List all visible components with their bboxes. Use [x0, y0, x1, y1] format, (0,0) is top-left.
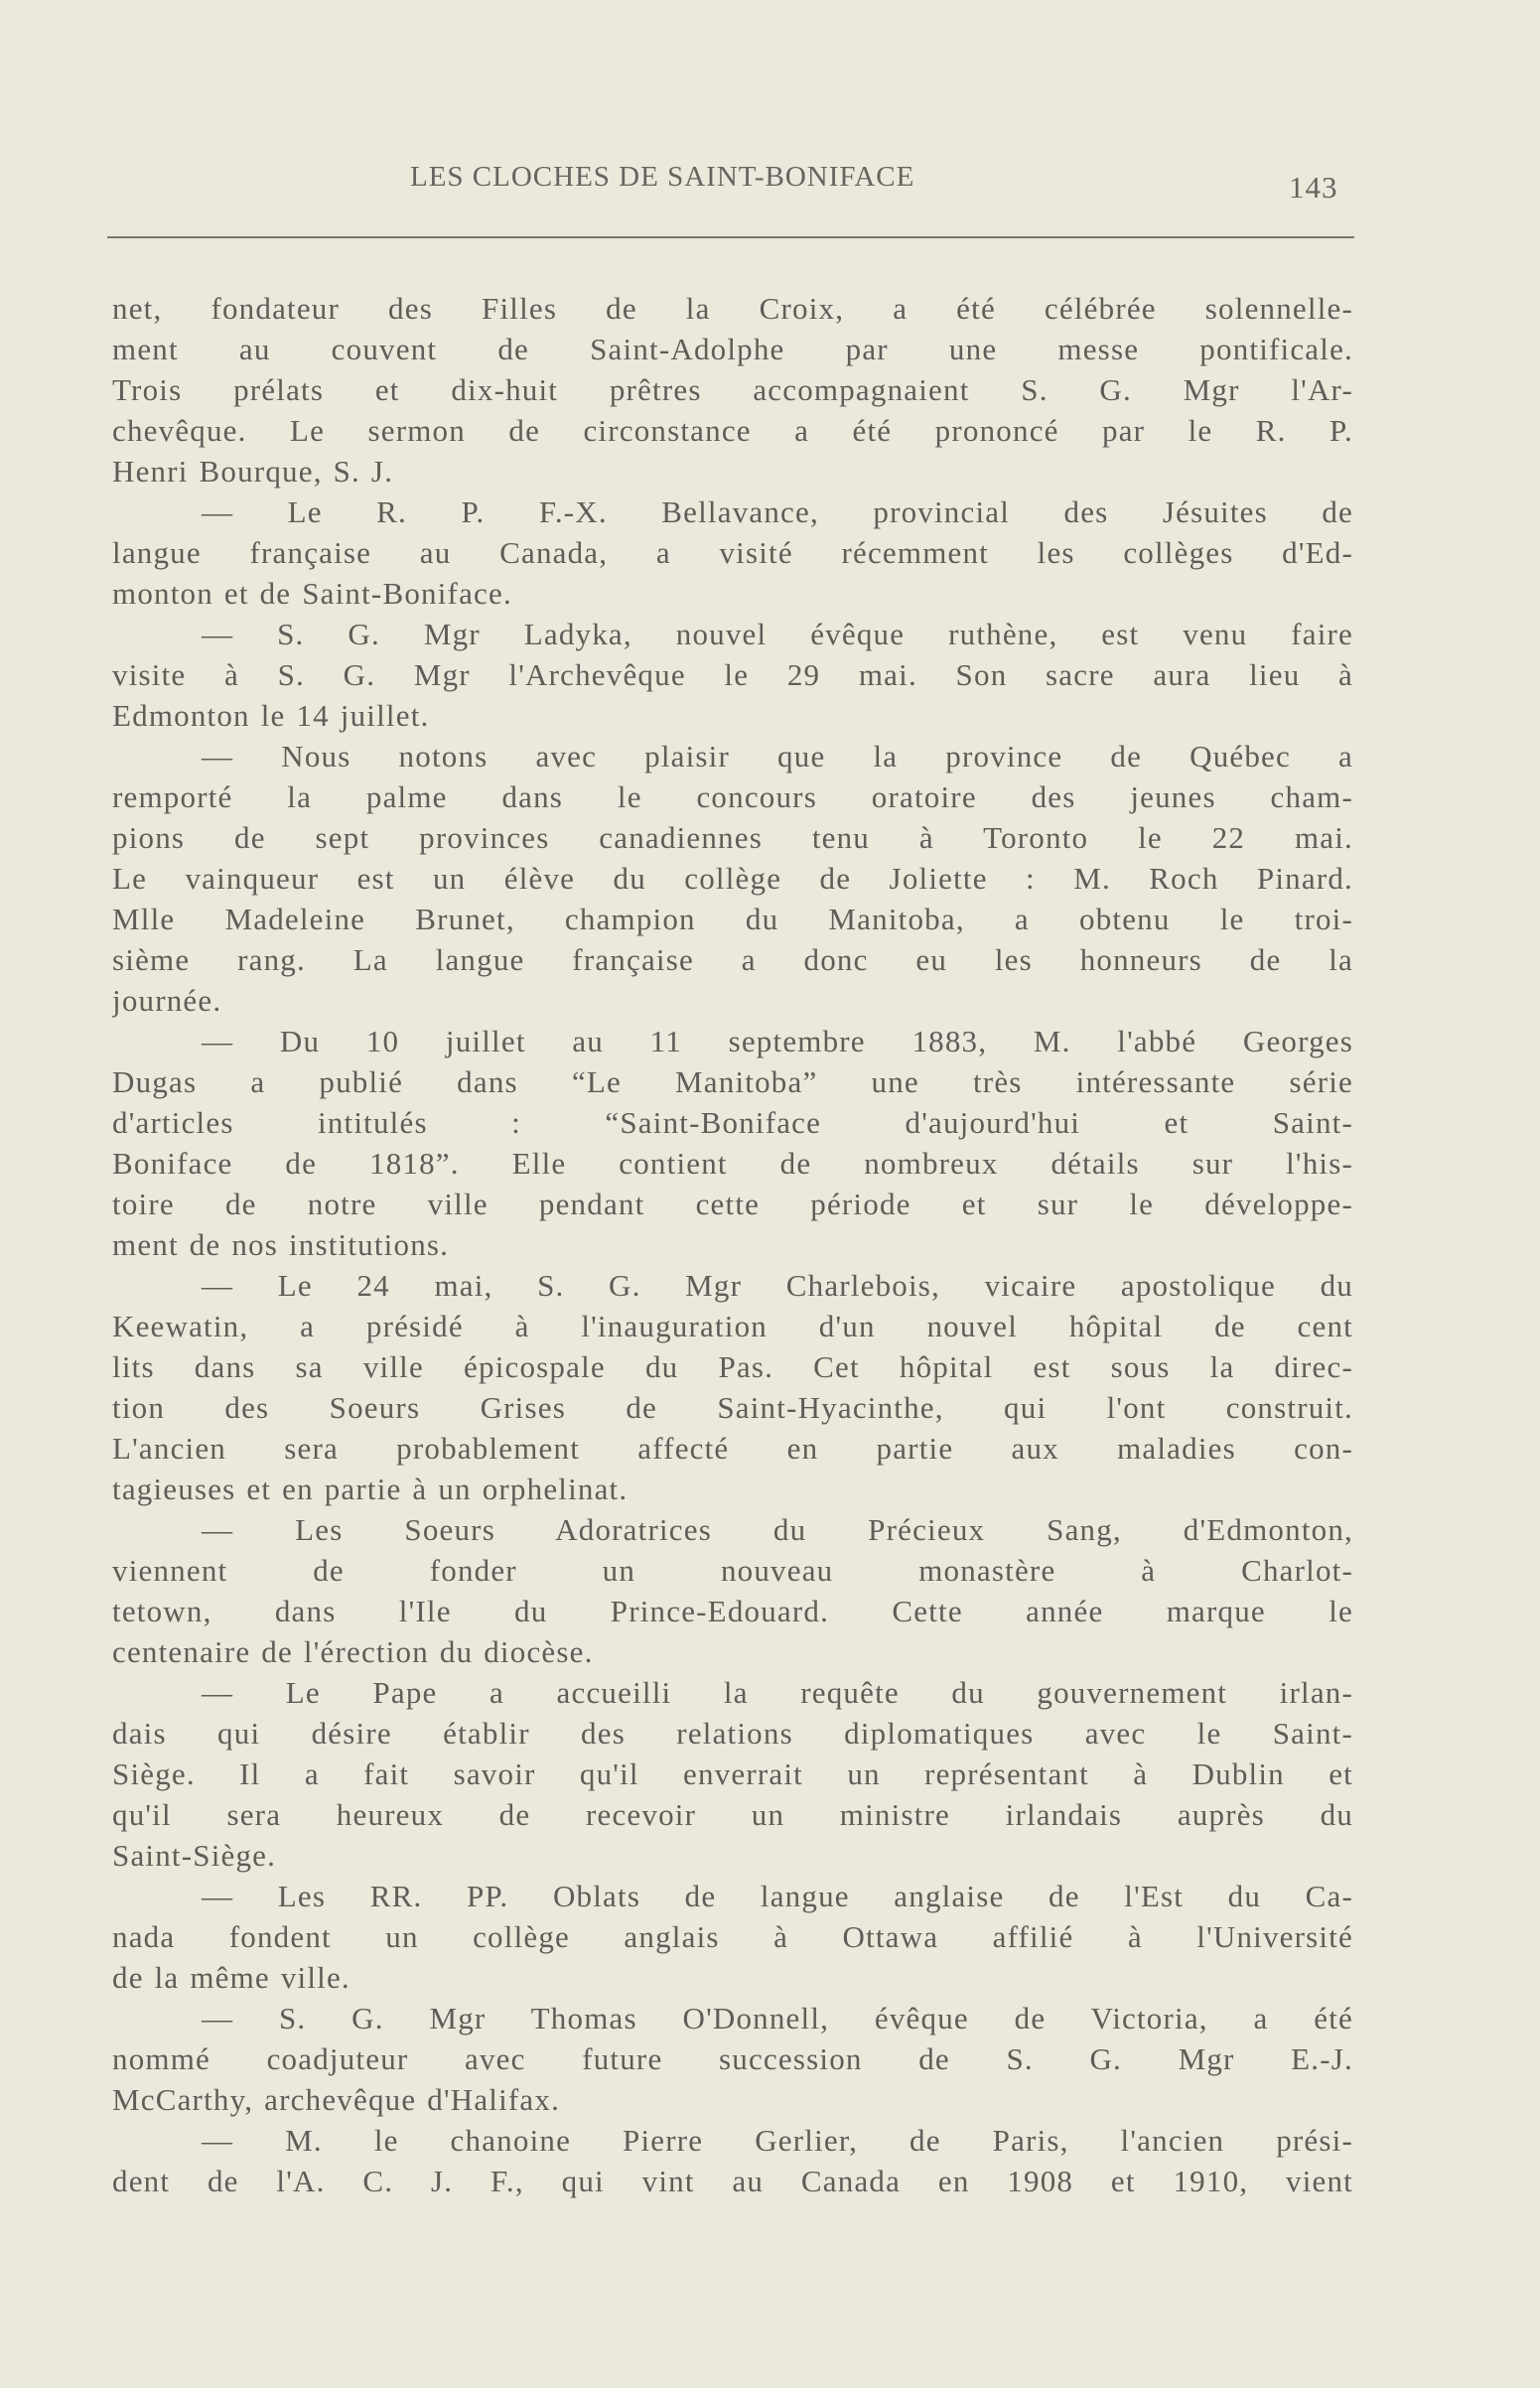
text-line: centenaire de l'érection du diocèse.: [112, 1634, 594, 1669]
text-line: remporté la palme dans le concours oratoire des jeunes cham-: [112, 779, 1353, 814]
paragraph-start: — Les RR. PP. Oblats de langue anglaise de l'Est du Ca-: [202, 1879, 1353, 1913]
text-line: lits dans sa ville épicospale du Pas. Cet hôpital est sous la direc-: [112, 1349, 1353, 1384]
running-title: LES CLOCHES DE SAINT-BONIFACE: [410, 161, 915, 193]
page-number: 143: [1289, 170, 1338, 205]
header-rule: [107, 236, 1354, 238]
text-line: net, fondateur des Filles de la Croix, a été célébrée solennelle-: [112, 291, 1353, 326]
text-line: chevêque. Le sermon de circonstance a été prononcé par le R. P.: [112, 413, 1353, 448]
text-line: journée.: [112, 983, 222, 1018]
text-line: d'articles intitulés : “Saint-Boniface d'aujourd'hui et Saint-: [112, 1105, 1353, 1140]
text-line: tagieuses et en partie à un orphelinat.: [112, 1472, 629, 1506]
text-line: Siège. Il a fait savoir qu'il enverrait un représentant à Dublin et: [112, 1756, 1353, 1791]
text-line: toire de notre ville pendant cette période et sur le développe-: [112, 1187, 1353, 1221]
text-line: langue française au Canada, a visité récemment les collèges d'Ed-: [112, 535, 1353, 570]
text-line: dent de l'A. C. J. F., qui vint au Canada en 1908 et 1910, vient: [112, 2164, 1353, 2198]
text-line: viennent de fonder un nouveau monastère à Charlot-: [112, 1553, 1353, 1588]
paragraph-start: — Le R. P. F.-X. Bellavance, provincial des Jésuites de: [202, 494, 1353, 529]
paragraph-start: — Les Soeurs Adoratrices du Précieux Sang, d'Edmonton,: [202, 1512, 1353, 1547]
text-line: nada fondent un collège anglais à Ottawa affilié à l'Université: [112, 1919, 1353, 1954]
text-line: Keewatin, a présidé à l'inauguration d'un nouvel hôpital de cent: [112, 1309, 1353, 1343]
text-line: Henri Bourque, S. J.: [112, 454, 394, 489]
paragraph-start: — Le 24 mai, S. G. Mgr Charlebois, vicaire apostolique du: [202, 1268, 1353, 1303]
text-line: Mlle Madeleine Brunet, champion du Manitoba, a obtenu le troi-: [112, 902, 1353, 936]
text-line: Trois prélats et dix-huit prêtres accompagnaient S. G. Mgr l'Ar-: [112, 372, 1353, 407]
text-line: qu'il sera heureux de recevoir un ministre irlandais auprès du: [112, 1797, 1353, 1832]
text-line: visite à S. G. Mgr l'Archevêque le 29 mai. Son sacre aura lieu à: [112, 657, 1353, 692]
paragraph-start: — S. G. Mgr Thomas O'Donnell, évêque de Victoria, a été: [202, 2001, 1353, 2036]
text-line: sième rang. La langue française a donc eu les honneurs de la: [112, 942, 1353, 977]
text-line: pions de sept provinces canadiennes tenu à Toronto le 22 mai.: [112, 820, 1353, 855]
paragraph-start: — Nous notons avec plaisir que la province de Québec a: [202, 739, 1353, 773]
paragraph-start: — Du 10 juillet au 11 septembre 1883, M. l'abbé Georges: [202, 1024, 1353, 1058]
text-line: de la même ville.: [112, 1960, 350, 1995]
text-line: Saint-Siège.: [112, 1838, 277, 1873]
text-line: Le vainqueur est un élève du collège de Joliette : M. Roch Pinard.: [112, 861, 1353, 896]
running-head: [112, 161, 1353, 205]
text-line: Boniface de 1818”. Elle contient de nombreux détails sur l'his-: [112, 1146, 1353, 1181]
text-line: L'ancien sera probablement affecté en partie aux maladies con-: [112, 1431, 1353, 1466]
text-line: dais qui désire établir des relations diplomatiques avec le Saint-: [112, 1716, 1353, 1751]
text-line: tetown, dans l'Ile du Prince-Edouard. Cette année marque le: [112, 1594, 1353, 1628]
text-line: Edmonton le 14 juillet.: [112, 698, 430, 733]
text-line: McCarthy, archevêque d'Halifax.: [112, 2082, 561, 2117]
text-line: nommé coadjuteur avec future succession de S. G. Mgr E.-J.: [112, 2041, 1353, 2076]
text-line: Dugas a publié dans “Le Manitoba” une très intéressante série: [112, 1064, 1353, 1099]
paragraph-start: — S. G. Mgr Ladyka, nouvel évêque ruthène, est venu faire: [202, 617, 1353, 651]
text-line: monton et de Saint-Boniface.: [112, 576, 512, 611]
text-line: tion des Soeurs Grises de Saint-Hyacinthe, qui l'ont construit.: [112, 1390, 1353, 1425]
paragraph-start: — Le Pape a accueilli la requête du gouvernement irlan-: [202, 1675, 1353, 1710]
body-text: [112, 288, 1353, 2201]
text-line: ment de nos institutions.: [112, 1227, 450, 1262]
paragraph-start: — M. le chanoine Pierre Gerlier, de Paris, l'ancien prési-: [202, 2123, 1353, 2158]
text-line: ment au couvent de Saint-Adolphe par une messe pontificale.: [112, 332, 1353, 366]
